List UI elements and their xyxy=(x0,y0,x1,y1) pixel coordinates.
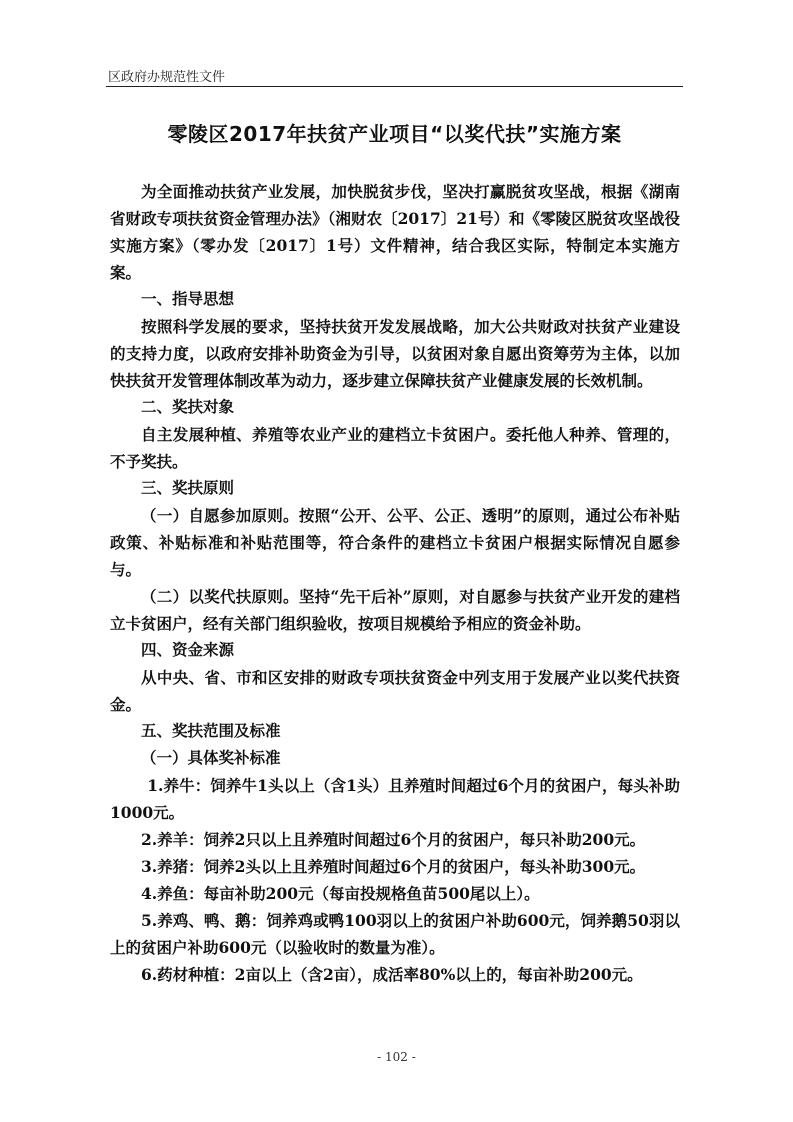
section-body-funding-source: 从中央、省、市和区安排的财政专项扶贫资金中列支用于发展产业以奖代扶资金。 xyxy=(110,668,680,714)
header-divider xyxy=(106,86,683,87)
document-header-label: 区政府办规范性文件 xyxy=(108,70,226,85)
intro-paragraph: 为全面推动扶贫产业发展，加快脱贫步伐，坚决打赢脱贫攻坚战，根据《湖南省财政专项扶贫资金管理办法》（湘财农〔2017〕21号）和《零陵区脱贫攻坚战役实施方案》（零办发〔2017〕1号）文件精神，结合我区实际，特制定本实施方案。 xyxy=(110,182,680,282)
document-title: 零陵区2017年扶贫产业项目“以奖代扶”实施方案 xyxy=(167,122,622,146)
section-heading-principles: 三、奖扶原则 xyxy=(141,479,235,497)
section-heading-guiding-ideology: 一、指导思想 xyxy=(141,290,235,308)
section-body-guiding-ideology: 按照科学发展的要求，坚持扶贫开发发展战略，加大公共财政对扶贫产业建设的支持力度，以政府安排补助资金为引导，以贫困对象自愿出资筹劳为主体，以加快扶贫开发管理体制改革为动力，逐步建立保障扶贫产业健康发展的长效机制。 xyxy=(110,317,680,390)
subsidy-item-herbs: 6.药材种植：2亩以上（含2亩），成活率80%以上的，每亩补助200元。 xyxy=(141,965,643,984)
subsidy-item-cattle: 1.养牛：饲养牛1头以上（含1头）且养殖时间超过6个月的贫困户，每头补助1000元。 xyxy=(110,776,680,822)
subsidy-item-pigs: 3.养猪：饲养2头以上且养殖时间超过6个月的贫困户，每头补助300元。 xyxy=(141,857,646,876)
subsection-heading-subsidy-standards: （一）具体奖补标准 xyxy=(141,749,281,767)
section-heading-funding-source: 四、资金来源 xyxy=(141,641,235,659)
subsidy-item-poultry: 5.养鸡、鸭、鹅：饲养鸡或鸭100羽以上的贫困户补助600元，饲养鹅50羽以上的贫困户补助600元（以验收时的数量为准）。 xyxy=(110,911,680,957)
subsidy-item-fish: 4.养鱼：每亩补助200元（每亩投规格鱼苗500尾以上）。 xyxy=(141,884,540,903)
page-number: - 102 - xyxy=(377,1050,416,1064)
subsidy-item-sheep: 2.养羊：饲养2只以上且养殖时间超过6个月的贫困户，每只补助200元。 xyxy=(141,830,646,849)
principle-voluntary: （一）自愿参加原则。按照“公开、公平、公正、透明”的原则，通过公布补贴政策、补贴标准和补贴范围等，符合条件的建档立卡贫困户根据实际情况自愿参与。 xyxy=(110,506,680,579)
principle-reward-in-lieu: （二）以奖代扶原则。坚持“先干后补”原则，对自愿参与扶贫产业开发的建档立卡贫困户，经有关部门组织验收，按项目规模给予相应的资金补助。 xyxy=(110,587,680,633)
document-body xyxy=(110,178,680,988)
section-heading-scope-standards: 五、奖扶范围及标准 xyxy=(141,722,281,740)
section-heading-recipients: 二、奖扶对象 xyxy=(141,398,235,416)
section-body-recipients: 自主发展种植、养殖等农业产业的建档立卡贫困户。委托他人种养、管理的，不予奖扶。 xyxy=(110,425,680,471)
